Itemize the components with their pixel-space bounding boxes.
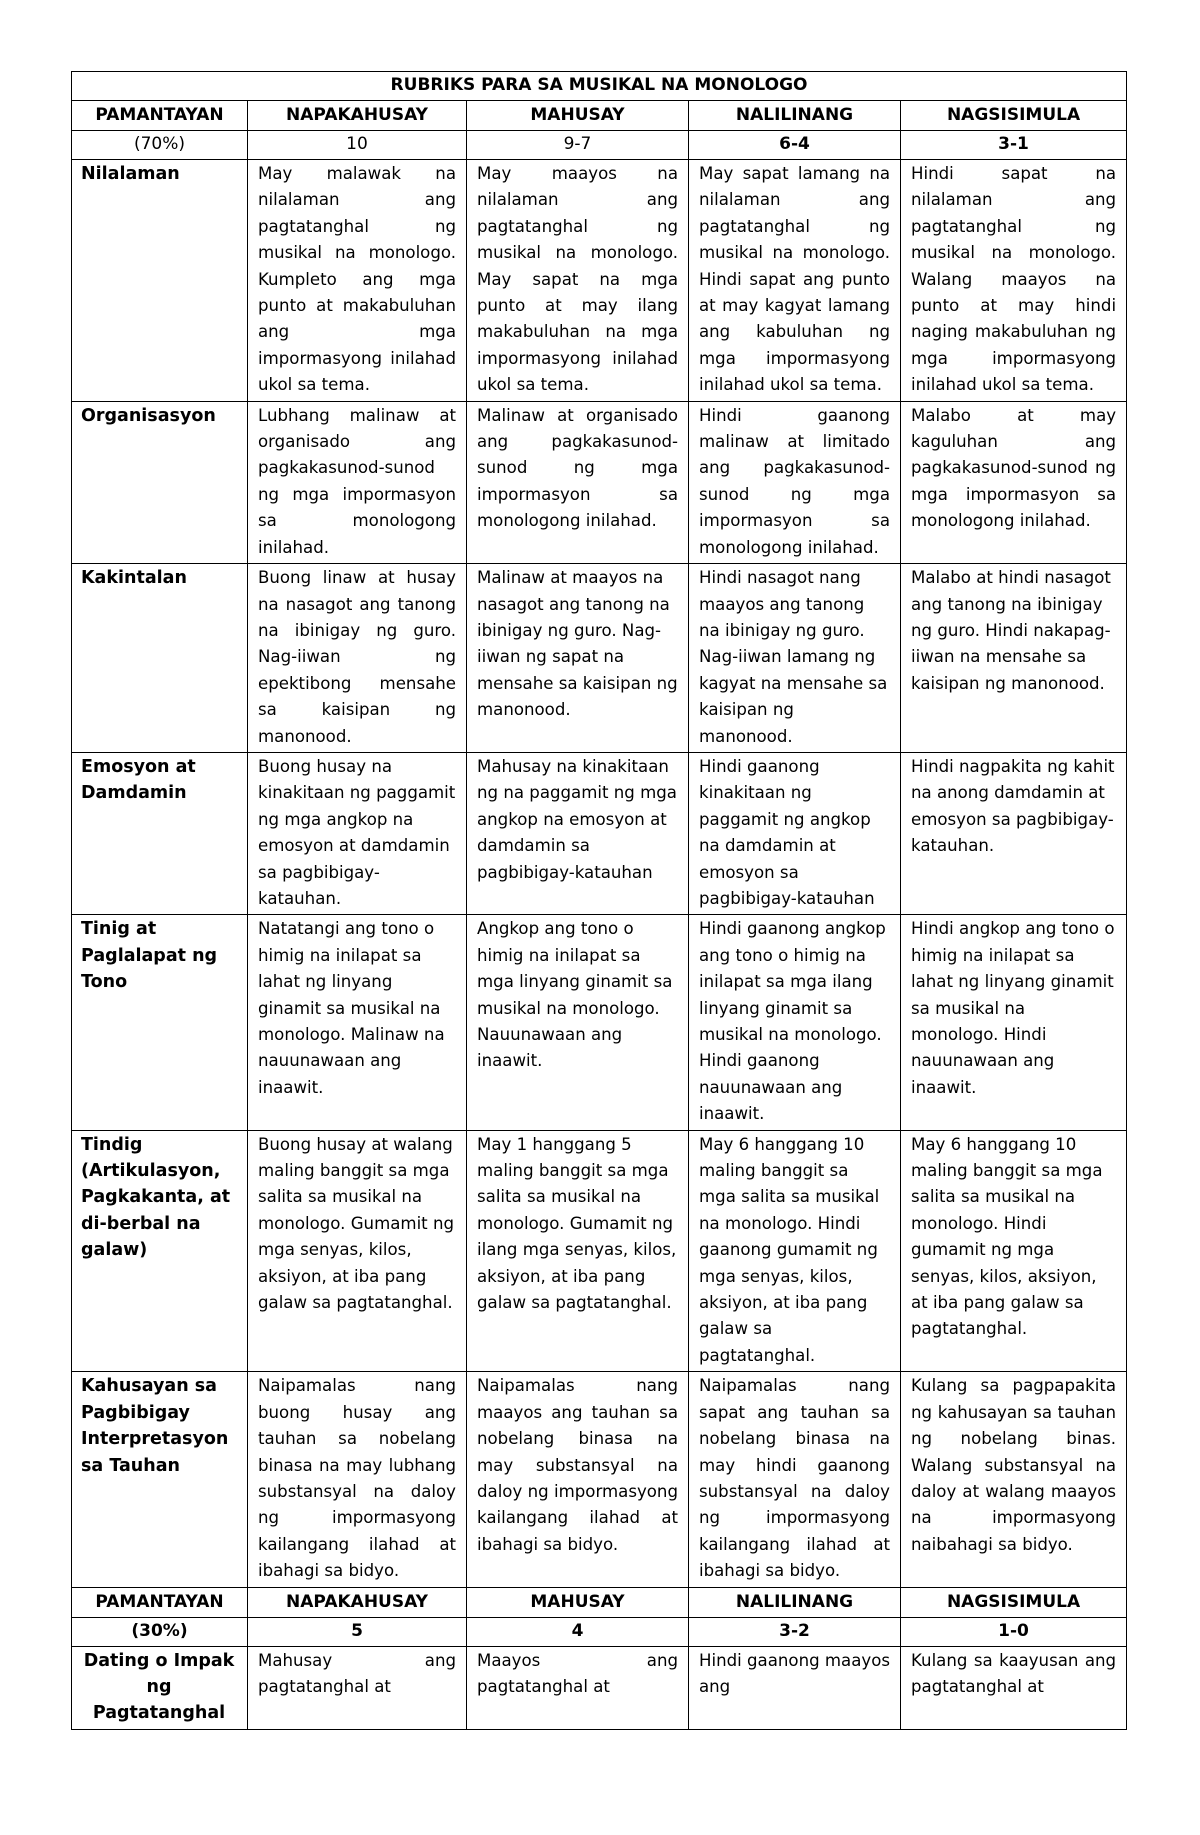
cell-nagsisimula: Kulang sa kaayusan ang pagtatanghal at <box>901 1646 1127 1729</box>
level-napakahusay-1: NAPAKAHUSAY <box>248 101 467 131</box>
table-row <box>72 160 1127 402</box>
cell-nagsisimula: Malabo at hindi nasagot ang tanong na ibinigay ng guro. Hindi nakapag-iiwan na mensahe sa kaisipan ng manonood. <box>901 564 1127 753</box>
score-row-1 <box>72 131 1127 160</box>
cell-nalilinang: May sapat lamang na nilalaman ang pagtatanghal ng musikal na monologo. Hindi sapat ang punto at may kagyat lamang ang kabuluhan ng mga impormasyong inilahad ukol sa tema. <box>689 160 901 402</box>
cell-nagsisimula: Hindi nagpakita ng kahit na anong damdamin at emosyon sa pagbibigay-katauhan. <box>901 752 1127 914</box>
cell-napakahusay: Buong husay na kinakitaan ng paggamit ng mga angkop na emosyon at damdamin sa pagbibigay-katauhan. <box>248 752 467 914</box>
level-nalilinang-2: NALILINANG <box>689 1587 901 1617</box>
cell-nalilinang: Hindi gaanong malinaw at limitado ang pagkakasunod-sunod ng mga impormasyon sa monologong inilahad. <box>689 401 901 563</box>
cell-nalilinang: Hindi gaanong maayos ang <box>689 1646 901 1729</box>
score-row-2 <box>72 1617 1127 1646</box>
score-nalilinang-2: 3-2 <box>689 1617 901 1646</box>
level-mahusay-1: MAHUSAY <box>467 101 689 131</box>
cell-nalilinang: Hindi nasagot nang maayos ang tanong na ibinigay ng guro. Nag-iiwan lamang ng kagyat na mensahe sa kaisipan ng manonood. <box>689 564 901 753</box>
criterion-kahusayan: Kahusayan sa Pagbibigay Interpretasyon sa Tauhan <box>72 1372 248 1587</box>
cell-nalilinang: Naipamalas nang sapat ang tauhan sa nobelang binasa na may hindi gaanong substansyal na daloy ng impormasyong kailangang ilahad at ibahagi sa bidyo. <box>689 1372 901 1587</box>
table-row <box>72 1130 1127 1372</box>
cell-napakahusay: May malawak na nilalaman ang pagtatanghal ng musikal na monologo. Kumpleto ang mga punto at makabuluhan ang mga impormasyong inilahad ukol sa tema. <box>248 160 467 402</box>
criterion-tindig: Tindig (Artikulasyon, Pagkakanta, at di-berbal na galaw) <box>72 1130 248 1372</box>
level-mahusay-2: MAHUSAY <box>467 1587 689 1617</box>
rubric-title: RUBRIKS PARA SA MUSIKAL NA MONOLOGO <box>72 72 1127 101</box>
score-napakahusay-2: 5 <box>248 1617 467 1646</box>
criterion-emosyon-at-damdamin: Emosyon at Damdamin <box>72 752 248 914</box>
cell-napakahusay: Natatangi ang tono o himig na inilapat sa lahat ng linyang ginamit sa musikal na monologo. Malinaw na nauunawaan ang inaawit. <box>248 915 467 1130</box>
table-row <box>72 1372 1127 1587</box>
cell-mahusay: May maayos na nilalaman ang pagtatanghal ng musikal na monologo. May sapat na mga punto at may ilang makabuluhan na mga impormasyong inilahad ukol sa tema. <box>467 160 689 402</box>
cell-nagsisimula: Malabo at may kaguluhan ang pagkakasunod-sunod ng mga impormasyon sa monologong inilahad. <box>901 401 1127 563</box>
criteria-label-1: PAMANTAYAN <box>72 101 248 131</box>
cell-napakahusay: Buong husay at walang maling banggit sa mga salita sa musikal na monologo. Gumamit ng mga senyas, kilos, aksiyon, at iba pang galaw sa pagtatanghal. <box>248 1130 467 1372</box>
score-mahusay-2: 4 <box>467 1617 689 1646</box>
cell-mahusay: Mahusay na kinakitaan ng na paggamit ng mga angkop na emosyon at damdamin sa pagbibigay-katauhan <box>467 752 689 914</box>
cell-nagsisimula: Hindi angkop ang tono o himig na inilapat sa lahat ng linyang ginamit sa musikal na monologo. Hindi nauunawaan ang inaawit. <box>901 915 1127 1130</box>
weight-1: (70%) <box>72 131 248 160</box>
score-mahusay-1: 9-7 <box>467 131 689 160</box>
cell-napakahusay: Mahusay ang pagtatanghal at <box>248 1646 467 1729</box>
cell-mahusay: Malinaw at maayos na nasagot ang tanong na ibinigay ng guro. Nag-iiwan ng sapat na mensahe sa kaisipan ng manonood. <box>467 564 689 753</box>
score-nalilinang-1: 6-4 <box>689 131 901 160</box>
cell-napakahusay: Naipamalas nang buong husay ang tauhan sa nobelang binasa na may lubhang substansyal na daloy ng impormasyong kailangang ilahad at ibahagi sa bidyo. <box>248 1372 467 1587</box>
weight-2: (30%) <box>72 1617 248 1646</box>
title-row <box>72 72 1127 101</box>
cell-nalilinang: Hindi gaanong kinakitaan ng paggamit ng angkop na damdamin at emosyon sa pagbibigay-katauhan <box>689 752 901 914</box>
criteria-label-2: PAMANTAYAN <box>72 1587 248 1617</box>
criterion-tinig: Tinig at Paglalapat ng Tono <box>72 915 248 1130</box>
cell-nagsisimula: Hindi sapat na nilalaman ang pagtatanghal ng musikal na monologo. Walang maayos na punto at may hindi naging makabuluhan ng mga impormasyong inilahad ukol sa tema. <box>901 160 1127 402</box>
table-row <box>72 1646 1127 1729</box>
table-row <box>72 401 1127 563</box>
cell-mahusay: Maayos ang pagtatanghal at <box>467 1646 689 1729</box>
table-row <box>72 915 1127 1130</box>
level-nagsisimula-2: NAGSISIMULA <box>901 1587 1127 1617</box>
score-nagsisimula-1: 3-1 <box>901 131 1127 160</box>
level-nalilinang-1: NALILINANG <box>689 101 901 131</box>
criterion-kakintalan: Kakintalan <box>72 564 248 753</box>
cell-mahusay: May 1 hanggang 5 maling banggit sa mga salita sa musikal na monologo. Gumamit ng ilang mga senyas, kilos, aksiyon, at iba pang galaw sa pagtatanghal. <box>467 1130 689 1372</box>
header-row-1 <box>72 101 1127 131</box>
table-row <box>72 564 1127 753</box>
rubric-table <box>71 71 1127 1730</box>
table-row <box>72 752 1127 914</box>
cell-napakahusay: Lubhang malinaw at organisado ang pagkakasunod-sunod ng mga impormasyon sa monologong inilahad. <box>248 401 467 563</box>
cell-nagsisimula: Kulang sa pagpapakita ng kahusayan sa tauhan ng nobelang binas. Walang substansyal na daloy at walang maayos na impormasyong naibahagi sa bidyo. <box>901 1372 1127 1587</box>
cell-nagsisimula: May 6 hanggang 10 maling banggit sa mga salita sa musikal na monologo. Hindi gumamit ng mga senyas, kilos, aksiyon, at iba pang galaw sa pagtatanghal. <box>901 1130 1127 1372</box>
score-napakahusay-1: 10 <box>248 131 467 160</box>
cell-mahusay: Malinaw at organisado ang pagkakasunod-sunod ng mga impormasyon sa monologong inilahad. <box>467 401 689 563</box>
header-row-2 <box>72 1587 1127 1617</box>
cell-napakahusay: Buong linaw at husay na nasagot ang tanong na ibinigay ng guro. Nag-iiwan ng epektibong mensahe sa kaisipan ng manonood. <box>248 564 467 753</box>
cell-nalilinang: Hindi gaanong angkop ang tono o himig na inilapat sa mga ilang linyang ginamit sa musikal na monologo. Hindi gaanong nauunawaan ang inaawit. <box>689 915 901 1130</box>
score-nagsisimula-2: 1-0 <box>901 1617 1127 1646</box>
level-nagsisimula-1: NAGSISIMULA <box>901 101 1127 131</box>
criterion-dating-o-impak: Dating o Impak ng Pagtatanghal <box>72 1646 248 1729</box>
cell-nalilinang: May 6 hanggang 10 maling banggit sa mga salita sa musikal na monologo. Hindi gaanong gumamit ng mga senyas, kilos, aksiyon, at iba pang galaw sa pagtatanghal. <box>689 1130 901 1372</box>
criterion-organisasyon: Organisasyon <box>72 401 248 563</box>
cell-mahusay: Angkop ang tono o himig na inilapat sa mga linyang ginamit sa musikal na monologo. Nauunawaan ang inaawit. <box>467 915 689 1130</box>
cell-mahusay: Naipamalas nang maayos ang tauhan sa nobelang binasa na may substansyal na daloy ng impormasyong kailangang ilahad at ibahagi sa bidyo. <box>467 1372 689 1587</box>
level-napakahusay-2: NAPAKAHUSAY <box>248 1587 467 1617</box>
criterion-nilalaman: Nilalaman <box>72 160 248 402</box>
